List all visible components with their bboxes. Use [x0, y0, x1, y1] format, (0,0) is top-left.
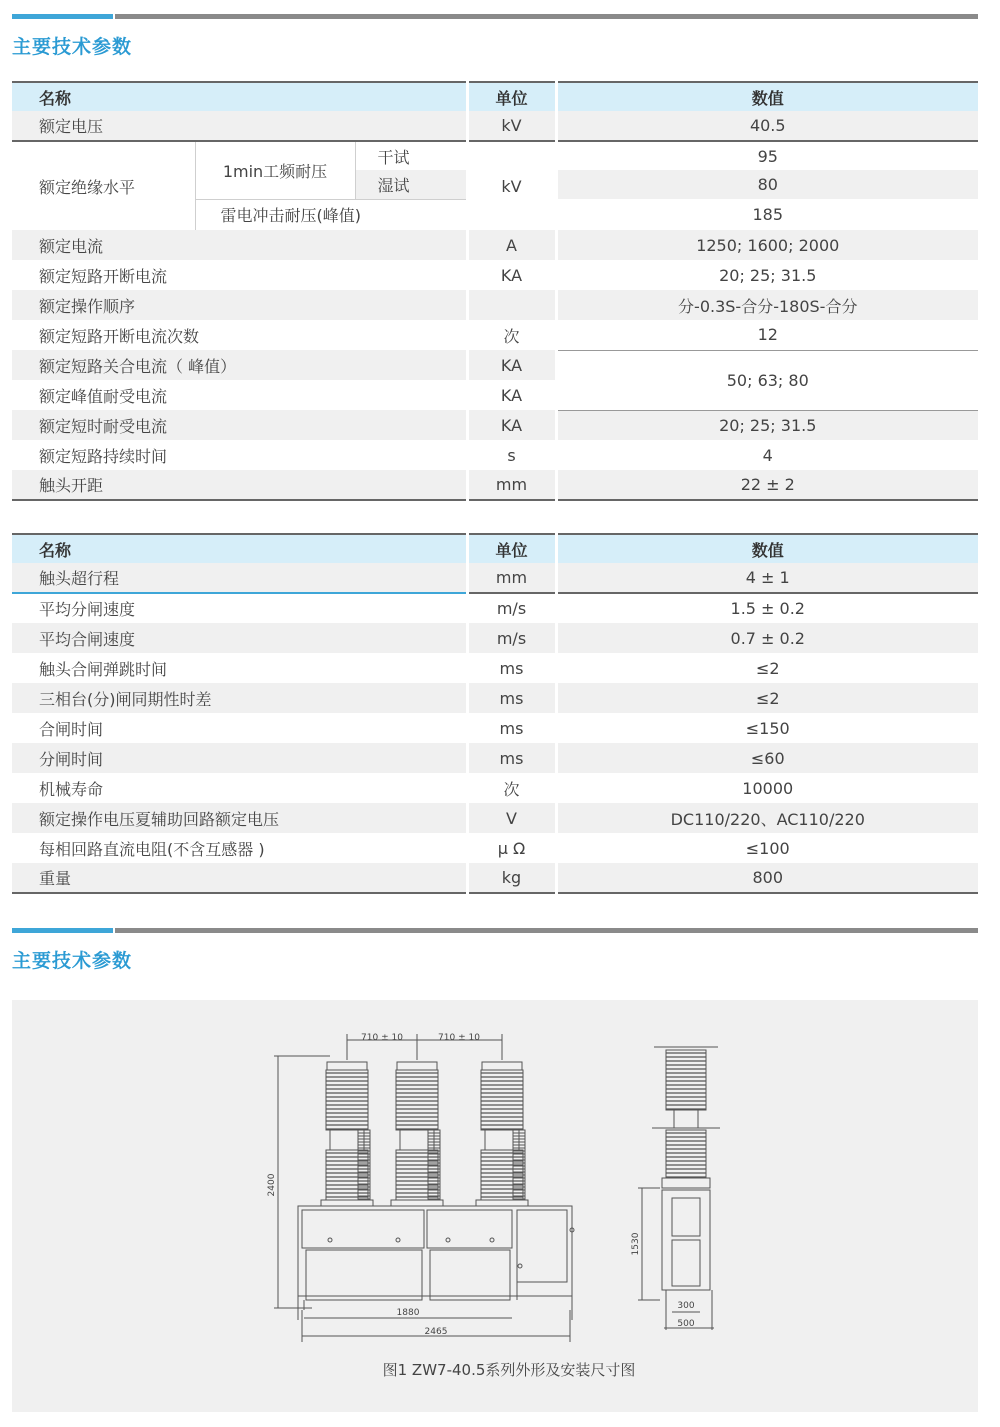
- row-unit: 次: [467, 773, 556, 803]
- row-unit: 次: [467, 320, 556, 350]
- header-value: 数值: [556, 534, 978, 563]
- row-subname-dry: 干试: [355, 141, 467, 170]
- row-unit: ms: [467, 683, 556, 713]
- table-row: [12, 290, 978, 320]
- table-row: [12, 410, 978, 440]
- header-unit: 单位: [467, 534, 556, 563]
- row-unit: kg: [467, 863, 556, 893]
- dim-side-inner: 300: [677, 1301, 695, 1311]
- row-subname: 1min工频耐压: [195, 141, 355, 199]
- header-name: 名称: [12, 82, 467, 111]
- row-value: 40.5: [556, 111, 978, 141]
- table-row: [12, 683, 978, 713]
- row-value: ≤100: [745, 838, 790, 858]
- table-row: [12, 260, 978, 290]
- row-name: 额定短路开断电流次数: [12, 320, 467, 350]
- row-unit: mm: [467, 470, 556, 500]
- row-unit: ms: [467, 743, 556, 773]
- section-divider: [12, 14, 978, 19]
- row-value: 1250; 1600; 2000: [556, 230, 978, 260]
- divider-line: [115, 928, 978, 933]
- row-name: 额定电流: [12, 230, 467, 260]
- row-value: ≤2: [755, 658, 780, 678]
- row-unit: kV: [467, 141, 556, 230]
- row-unit: m/s: [467, 623, 556, 653]
- table-row: [12, 350, 978, 380]
- section-title: 主要技术参数: [12, 36, 133, 58]
- row-subname: 雷电冲击耐压(峰值): [195, 199, 467, 230]
- row-unit: V: [467, 803, 556, 833]
- row-value: 10000: [742, 778, 794, 798]
- row-value: ≤60: [556, 743, 978, 773]
- header-name: 名称: [12, 534, 467, 563]
- row-value: 95: [757, 146, 778, 166]
- header-unit: 单位: [467, 82, 556, 111]
- row-value: 50; 63; 80: [556, 350, 978, 410]
- table-row: [12, 713, 978, 743]
- table-row: [12, 563, 978, 593]
- table-row: [12, 593, 978, 623]
- row-unit: A: [467, 230, 556, 260]
- pole-1: [321, 1062, 373, 1206]
- dim-side-outer: 500: [677, 1319, 695, 1329]
- pole-2: [391, 1062, 443, 1206]
- row-value: 800: [556, 863, 978, 893]
- row-name: 触头开距: [12, 470, 467, 500]
- dim-height: 2400: [267, 1173, 277, 1197]
- row-name: 平均分闸速度: [12, 593, 467, 623]
- dimension-drawing: [12, 1000, 978, 1412]
- row-name: 机械寿命: [12, 773, 467, 803]
- row-name: 额定短时耐受电流: [12, 410, 467, 440]
- row-name: 平均合闸速度: [12, 623, 467, 653]
- row-value: 4 ± 1: [556, 563, 978, 593]
- row-name: 额定绝缘水平: [12, 141, 195, 230]
- row-name: 额定短路持续时间: [12, 440, 467, 470]
- row-unit: KA: [467, 350, 556, 380]
- row-unit: ms: [467, 653, 556, 683]
- row-value: 20; 25; 31.5: [556, 410, 978, 440]
- row-value: 分-0.3S-合分-180S-合分: [556, 290, 978, 320]
- row-unit: ms: [467, 713, 556, 743]
- table-header-row: [12, 82, 978, 111]
- table-row: [12, 141, 978, 170]
- row-unit: m/s: [467, 593, 556, 623]
- row-value: 4: [762, 445, 773, 465]
- row-subname-wet: 湿试: [355, 170, 467, 199]
- row-unit: [467, 290, 556, 320]
- side-view: [638, 1047, 720, 1330]
- table-row: [12, 803, 978, 833]
- table-row: [12, 653, 978, 683]
- row-value: ≤2: [556, 683, 978, 713]
- table-row: [12, 863, 978, 893]
- row-name: 触头合闸弹跳时间: [12, 653, 467, 683]
- figure-caption: 图1 ZW7-40.5系列外形及安装尺寸图: [382, 1361, 636, 1379]
- table-row: [12, 743, 978, 773]
- row-unit: KA: [467, 260, 556, 290]
- dim-side-height: 1530: [631, 1232, 641, 1256]
- row-value: 1.5 ± 0.2: [730, 599, 805, 618]
- table-row: [12, 833, 978, 863]
- spec-table-2: [12, 533, 978, 894]
- table-row: [12, 470, 978, 500]
- spec-table-1: [12, 81, 978, 501]
- row-name: 合闸时间: [12, 713, 467, 743]
- row-name: 额定峰值耐受电流: [12, 380, 467, 410]
- row-name: 触头超行程: [12, 563, 467, 593]
- dim-base-outer: 2465: [424, 1327, 448, 1337]
- table-row: [12, 230, 978, 260]
- row-unit: μ Ω: [467, 833, 556, 863]
- row-name: 每相回路直流电阻(不含互感器 ): [12, 833, 467, 863]
- section-title: 主要技术参数: [12, 950, 133, 972]
- row-unit: KA: [467, 410, 556, 440]
- row-value: DC110/220、AC110/220: [556, 803, 978, 833]
- row-value: 12: [556, 320, 978, 350]
- table-row: [12, 773, 978, 803]
- table-row: [12, 111, 978, 141]
- row-name: 额定操作顺序: [12, 290, 467, 320]
- row-value: 0.7 ± 0.2: [556, 623, 978, 653]
- row-value: 185: [752, 205, 784, 224]
- row-name: 分闸时间: [12, 743, 467, 773]
- divider-accent: [12, 928, 113, 933]
- row-unit: kV: [467, 111, 556, 141]
- row-unit: s: [467, 440, 556, 470]
- header-value: 数值: [556, 82, 978, 111]
- row-name: 额定电压: [12, 111, 467, 141]
- row-unit: KA: [467, 380, 556, 410]
- row-name: 额定操作电压夏辅助回路额定电压: [12, 803, 467, 833]
- table-row: [12, 440, 978, 470]
- table-row: [12, 320, 978, 350]
- row-value: ≤150: [745, 718, 790, 738]
- table-row: [12, 623, 978, 653]
- divider-line: [115, 14, 978, 19]
- dim-pitch-1: 710 ± 10: [361, 1033, 403, 1043]
- row-value: 22 ± 2: [556, 470, 978, 500]
- row-value: 80: [556, 170, 978, 199]
- row-unit: mm: [467, 563, 556, 593]
- front-view: [274, 1034, 574, 1342]
- row-name: 额定短路关合电流（ 峰值）: [12, 350, 467, 380]
- row-name: 额定短路开断电流: [12, 260, 467, 290]
- table-header-row: [12, 534, 978, 563]
- dim-pitch-2: 710 ± 10: [438, 1033, 480, 1043]
- dim-base-inner: 1880: [396, 1308, 420, 1318]
- section-divider: [12, 928, 978, 933]
- divider-accent: [12, 14, 113, 19]
- row-value: 20; 25; 31.5: [719, 265, 817, 285]
- row-name: 重量: [12, 863, 467, 893]
- figure-panel: [12, 1000, 978, 1412]
- pole-3: [476, 1062, 528, 1206]
- row-name: 三相台(分)闸同期性时差: [12, 683, 467, 713]
